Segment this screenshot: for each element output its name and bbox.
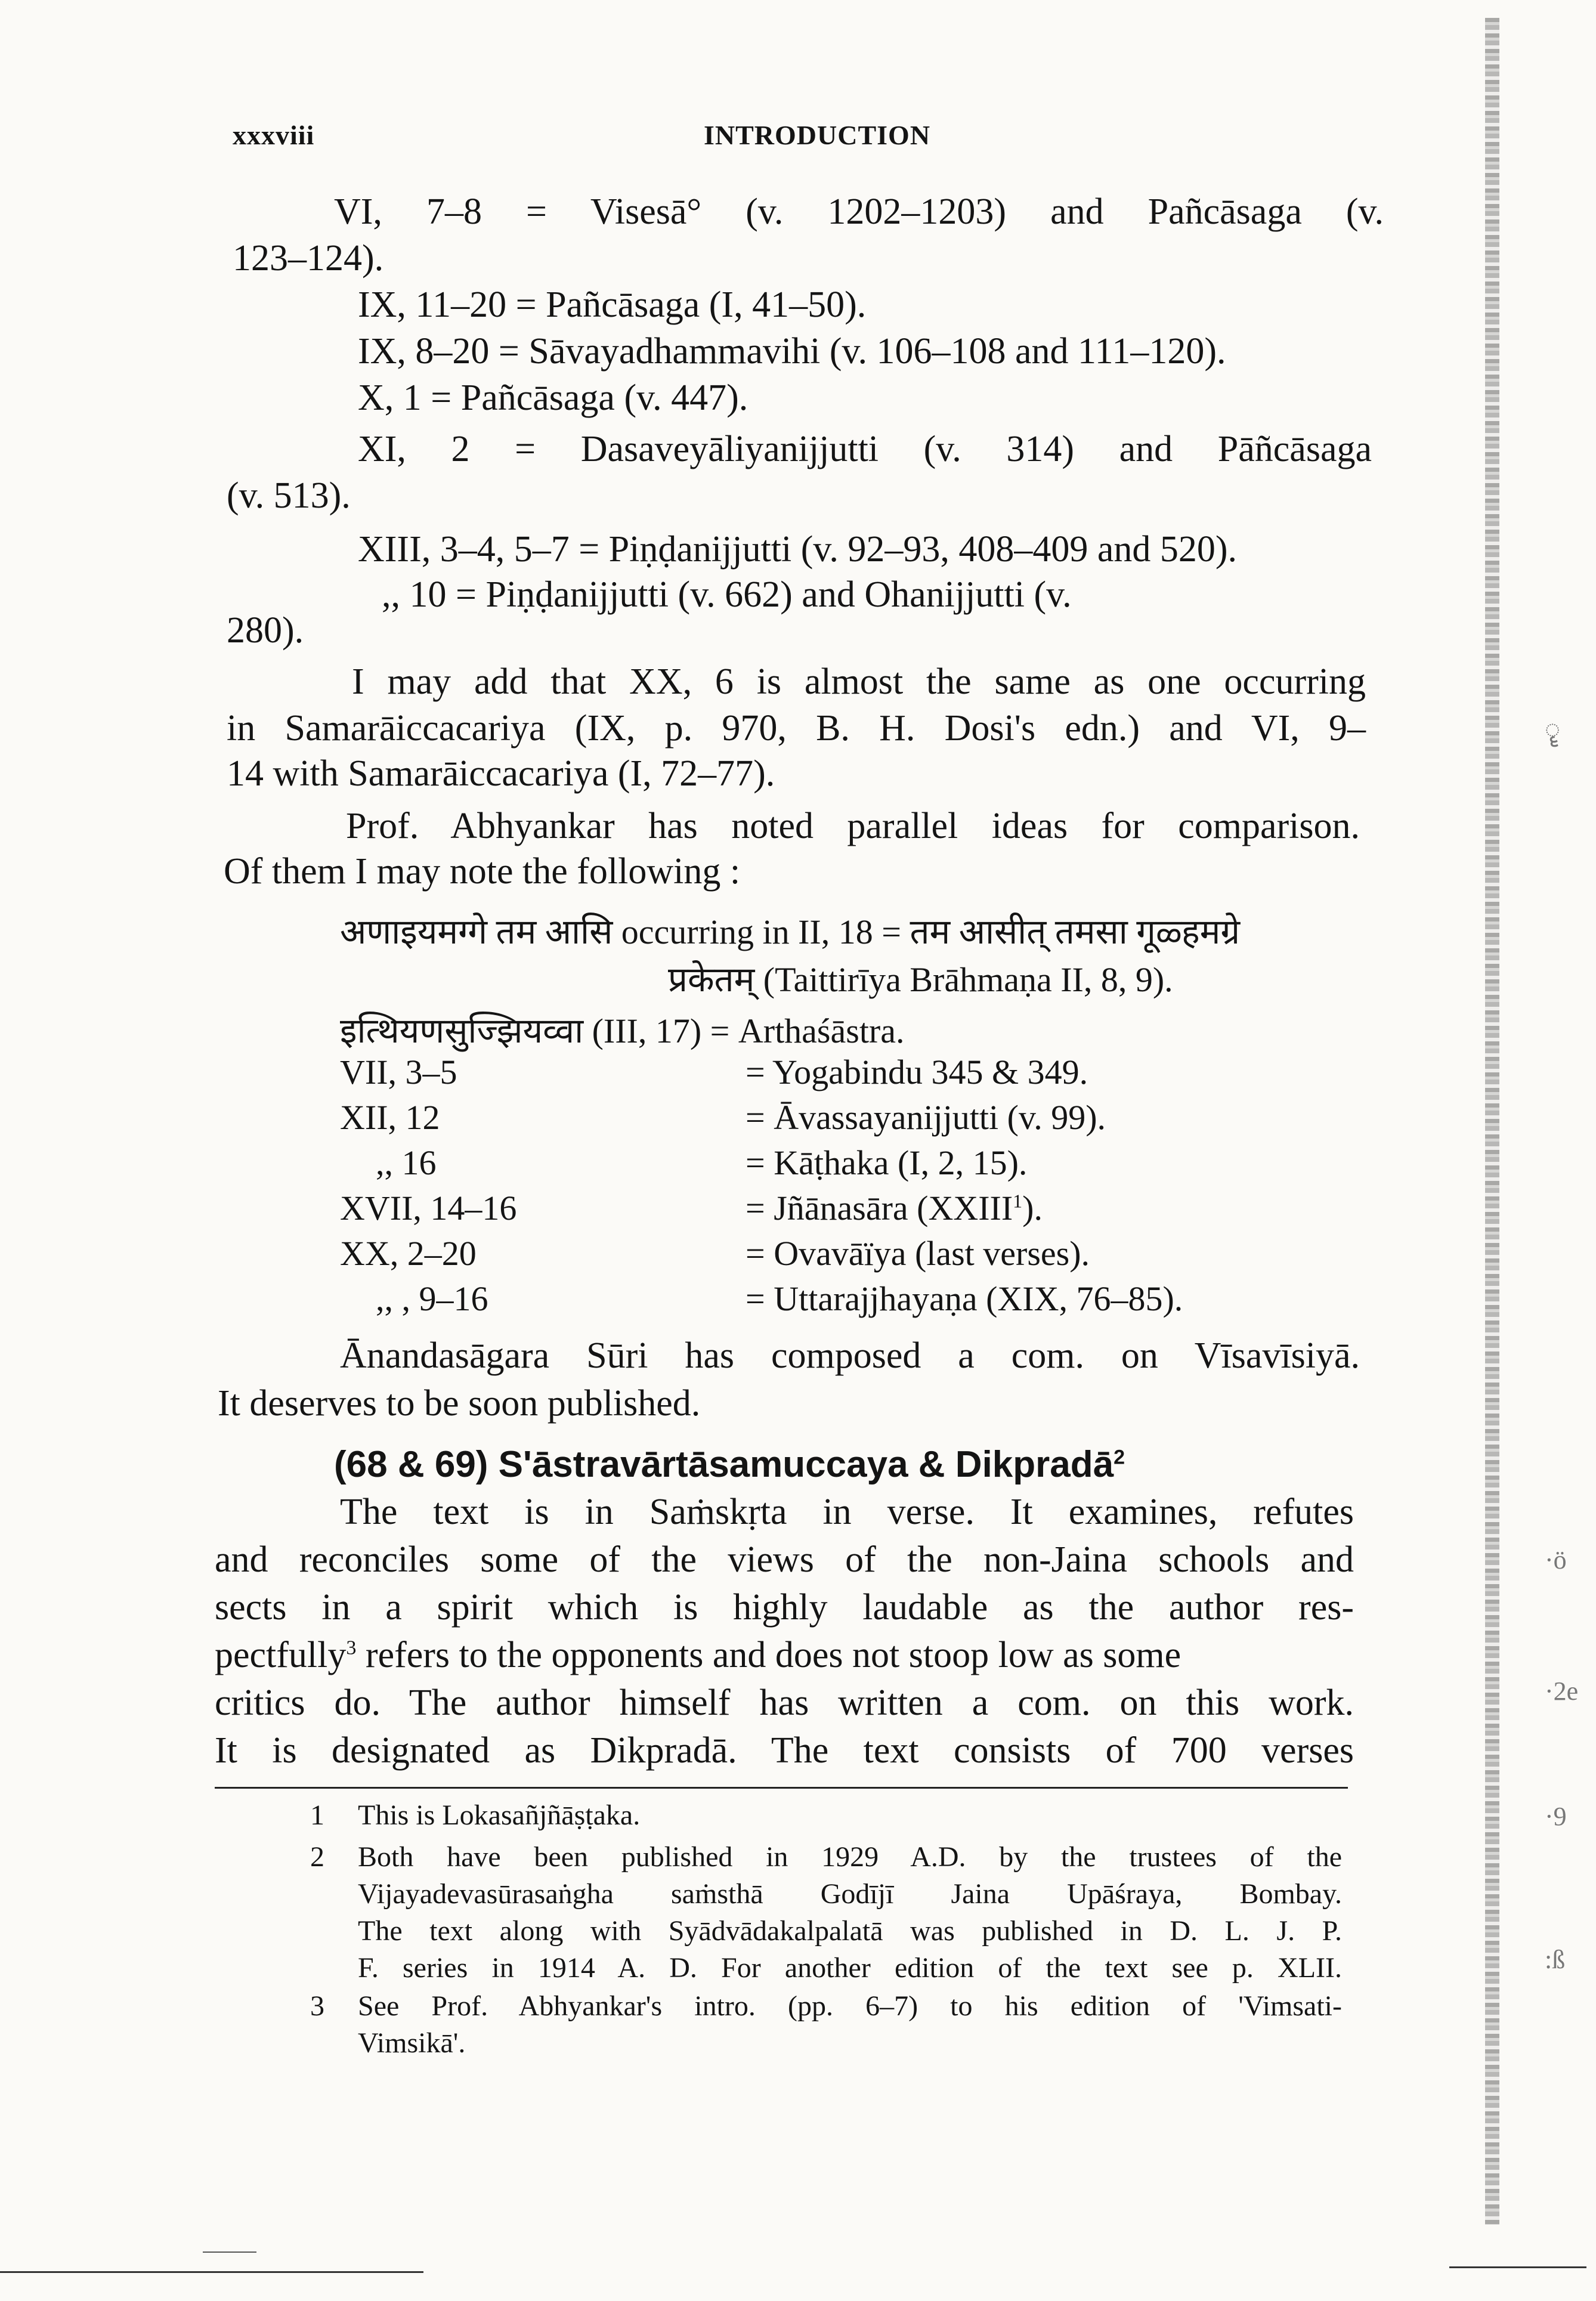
margin-bleed-mark: :ß [1545, 1945, 1566, 1974]
footnote-number: 2 [310, 1841, 324, 1873]
body-line: and reconciles some of the views of the non-Jaina schools and [215, 1539, 1354, 1580]
comparison-ref: XVII, 14–16 [340, 1189, 517, 1227]
footnote-line: Both have been published in 1929 A.D. by the trustees of the [358, 1841, 1342, 1873]
body-line: XIII, 3–4, 5–7 = Piṇḍanijjutti (v. 92–93, 408–409 and 520). [358, 529, 1238, 570]
body-line: in Samarāiccacariya (IX, p. 970, B. H. Dosi's edn.) and VI, 9– [227, 708, 1366, 749]
margin-bleed-mark: ·2e [1545, 1677, 1579, 1706]
body-line: sects in a spirit which is highly laudable as the author res- [215, 1587, 1354, 1628]
page-edge-line [1449, 2266, 1586, 2268]
body-line: IX, 11–20 = Pañcāsaga (I, 41–50). [358, 284, 867, 325]
footnote-line: This is Lokasañjñāṣṭaka. [358, 1799, 641, 1831]
comparison-eq: = Kāṭhaka (I, 2, 15). [746, 1143, 1028, 1182]
comparison-ref: ,, 16 [376, 1143, 437, 1182]
body-line: VI, 7–8 = Visesā° (v. 1202–1203) and Pañcāsaga (v. [334, 191, 1384, 232]
footnote-line: F. series in 1914 A. D. For another edition of the text see p. XLII. [358, 1952, 1342, 1984]
body-line: (v. 513). [227, 475, 351, 516]
footnote-rule [215, 1787, 1348, 1789]
body-line: The text is in Saṁskṛta in verse. It examines, refutes [340, 1492, 1354, 1532]
page-number: xxxviii [233, 120, 315, 150]
sanskrit-line: इत्थियणसुज्झियव्वा (III, 17) = Arthaśāstra. [340, 1012, 905, 1050]
comparison-eq: = Ovavāïya (last verses). [746, 1234, 1090, 1273]
page-mark [203, 2251, 256, 2253]
body-line: XI, 2 = Dasaveyāliyanijjutti (v. 314) and Pāñcāsaga [358, 429, 1372, 469]
margin-bleed-mark: ·9 [1545, 1802, 1567, 1831]
body-line: critics do. The author himself has written a com. on this work. [215, 1683, 1354, 1723]
margin-bleed-mark: ·ö [1545, 1545, 1567, 1575]
body-line: IX, 8–20 = Sāvayadhammavihi (v. 106–108 and 111–120). [358, 331, 1226, 372]
section-heading-text: (68 & 69) S'āstravārtāsamuccaya & Dikpradā [334, 1444, 1114, 1485]
page-header [233, 119, 1366, 155]
footnote-ref: 1 [1013, 1190, 1023, 1212]
footnote-ref: 3 [346, 1637, 357, 1659]
footnote-ref: 2 [1114, 1446, 1125, 1469]
body-line: Prof. Abhyankar has noted parallel ideas for comparison. [346, 806, 1360, 846]
comparison-eq: = Uttarajjhayaṇa (XIX, 76–85). [746, 1279, 1183, 1318]
footnote-number: 3 [310, 1990, 324, 2022]
comparison-eq [746, 1188, 1043, 1228]
body-line: It deserves to be soon published. [218, 1383, 701, 1424]
comparison-eq: = Yogabindu 345 & 349. [746, 1053, 1088, 1091]
body-line [215, 1634, 1354, 1677]
footnote-line: Vimsikā'. [358, 2027, 466, 2059]
page-edge-line [0, 2271, 423, 2273]
comparison-eq: = Āvassayanijjutti (v. 99). [746, 1098, 1106, 1137]
comparison-eq-close: ). [1022, 1189, 1043, 1227]
footnote-line: See Prof. Abhyankar's intro. (pp. 6–7) to his edition of 'Vimsati- [358, 1990, 1342, 2022]
body-line: I may add that XX, 6 is almost the same as one occurring [352, 661, 1366, 702]
body-line-rest: refers to the opponents and does not stoop low as some [365, 1635, 1181, 1675]
body-line: X, 1 = Pañcāsaga (v. 447). [358, 378, 748, 418]
running-title: INTRODUCTION [704, 120, 931, 150]
body-line: 123–124). [233, 238, 384, 279]
margin-bleed-mark: ॄ [1545, 715, 1561, 744]
comparison-ref: VII, 3–5 [340, 1053, 457, 1091]
footnote-number: 1 [310, 1799, 324, 1831]
comparison-ref: ,, , 9–16 [376, 1279, 488, 1318]
sanskrit-line: प्रकेतम् (Taittirīya Brāhmaṇa II, 8, 9). [668, 960, 1173, 999]
body-line: It is designated as Dikpradā. The text consists of 700 verses [215, 1730, 1354, 1771]
sanskrit-line: अणाइयमग्गे तम आसि occurring in II, 18 = तम आसीत् तमसा गूळ्हमग्रे [340, 913, 1241, 951]
body-line: Ānandasāgara Sūri has composed a com. on Vīsavīsiyā. [340, 1335, 1360, 1376]
comparison-ref: XII, 12 [340, 1098, 440, 1137]
comparison-eq-text: = Jñānasāra (XXIII [746, 1189, 1013, 1227]
footnote-line: The text along with Syādvādakalpalatā was published in D. L. J. P. [358, 1915, 1342, 1947]
body-line: Of them I may note the following : [224, 851, 741, 892]
scanned-page-edge [1485, 18, 1499, 2225]
body-line: 280). [227, 610, 304, 651]
comparison-ref: XX, 2–20 [340, 1234, 477, 1273]
section-heading [334, 1443, 1125, 1486]
footnote-line: Vijayadevasūrasaṅgha saṁsthā Godījī Jaina Upāśraya, Bombay. [358, 1878, 1342, 1910]
body-line: ,, 10 = Piṇḍanijjutti (v. 662) and Ohanijjutti (v. [382, 574, 1072, 615]
body-line-start: pectfully [215, 1635, 347, 1675]
body-line: 14 with Samarāiccacariya (I, 72–77). [227, 753, 775, 794]
